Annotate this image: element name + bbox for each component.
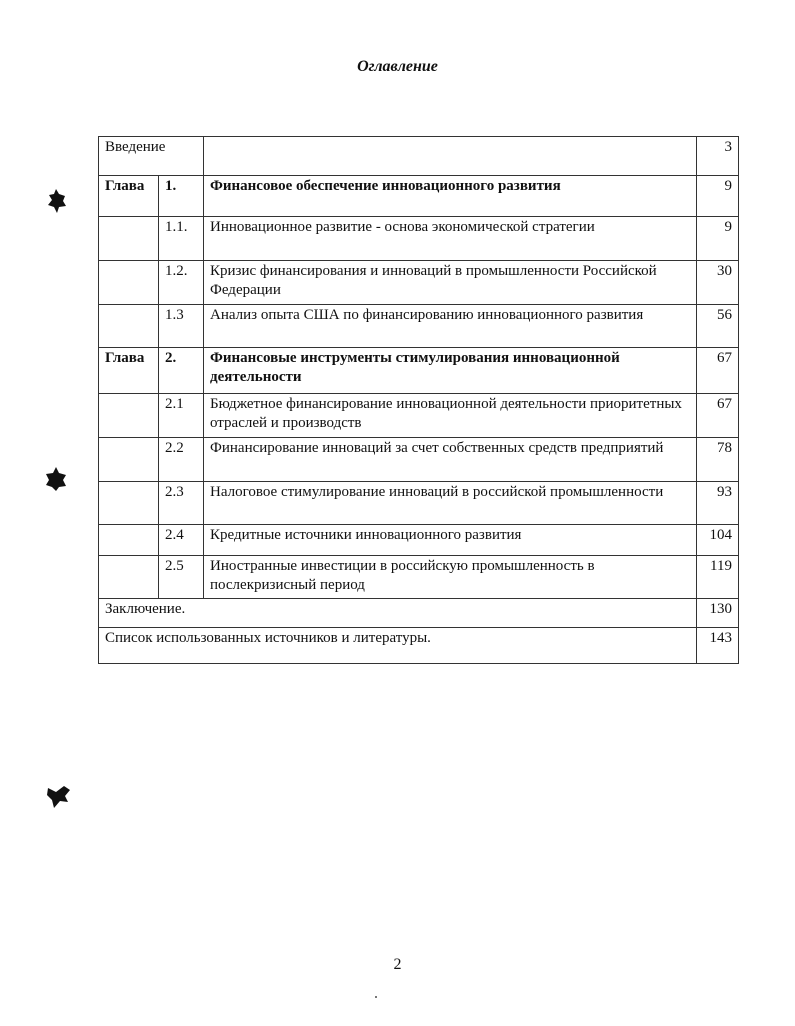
toc-intro-label: Введение bbox=[99, 137, 204, 176]
toc-row-section-2-5 bbox=[99, 556, 739, 599]
section-number: 2.5 bbox=[159, 556, 204, 599]
chapter-number: 1. bbox=[159, 176, 204, 217]
section-title: Иностранные инвестиции в российскую промышленность в послекризисный период bbox=[204, 556, 697, 599]
page-number: 2 bbox=[393, 956, 402, 973]
toc-page-number: 9 bbox=[697, 176, 739, 217]
section-title: Инновационное развитие - основа экономической стратегии bbox=[204, 217, 697, 261]
section-title: Налоговое стимулирование инноваций в российской промышленности bbox=[204, 482, 697, 525]
toc-page-number: 78 bbox=[697, 438, 739, 482]
toc-page-number: 3 bbox=[697, 137, 739, 176]
toc-row-section-1-3 bbox=[99, 305, 739, 348]
ink-blot-icon bbox=[46, 784, 72, 810]
toc-row-section-1-1 bbox=[99, 217, 739, 261]
toc-page-number: 143 bbox=[697, 628, 739, 664]
section-number: 1.3 bbox=[159, 305, 204, 348]
toc-page-number: 30 bbox=[697, 261, 739, 305]
toc-empty-cell bbox=[204, 137, 697, 176]
chapter-word: Глава bbox=[99, 176, 159, 217]
section-number: 2.1 bbox=[159, 394, 204, 438]
chapter-title: Финансовое обеспечение инновационного развития bbox=[204, 176, 697, 217]
page-title: Оглавление bbox=[357, 58, 438, 75]
toc-conclusion-label: Заключение. bbox=[99, 599, 697, 628]
toc-page-number: 93 bbox=[697, 482, 739, 525]
toc-row-chapter-1 bbox=[99, 176, 739, 217]
toc-page-number: 67 bbox=[697, 348, 739, 394]
toc-row-chapter-2 bbox=[99, 348, 739, 394]
scan-speck bbox=[375, 996, 377, 998]
section-title: Бюджетное финансирование инновационной деятельности приоритетных отраслей и производств bbox=[204, 394, 697, 438]
toc-row-section-1-2 bbox=[99, 261, 739, 305]
toc-row-section-2-3 bbox=[99, 482, 739, 525]
toc-row-intro bbox=[99, 137, 739, 176]
table-of-contents bbox=[98, 136, 739, 664]
section-title: Финансирование инноваций за счет собственных средств предприятий bbox=[204, 438, 697, 482]
section-number: 1.2. bbox=[159, 261, 204, 305]
toc-empty-cell bbox=[99, 482, 159, 525]
section-number: 2.2 bbox=[159, 438, 204, 482]
toc-empty-cell bbox=[99, 525, 159, 556]
toc-empty-cell bbox=[99, 556, 159, 599]
section-number: 2.3 bbox=[159, 482, 204, 525]
ink-blot-icon bbox=[44, 466, 68, 492]
toc-empty-cell bbox=[99, 438, 159, 482]
ink-blot-icon bbox=[46, 188, 68, 214]
toc-row-section-2-4 bbox=[99, 525, 739, 556]
chapter-title: Финансовые инструменты стимулирования инновационной деятельности bbox=[204, 348, 697, 394]
toc-empty-cell bbox=[99, 305, 159, 348]
section-number: 1.1. bbox=[159, 217, 204, 261]
toc-page-number: 56 bbox=[697, 305, 739, 348]
section-title: Кредитные источники инновационного развития bbox=[204, 525, 697, 556]
toc-row-references bbox=[99, 628, 739, 664]
toc-empty-cell bbox=[99, 261, 159, 305]
chapter-number: 2. bbox=[159, 348, 204, 394]
section-number: 2.4 bbox=[159, 525, 204, 556]
toc-references-label: Список использованных источников и литературы. bbox=[99, 628, 697, 664]
toc-row-section-2-2 bbox=[99, 438, 739, 482]
section-title: Кризис финансирования и инноваций в промышленности Российской Федерации bbox=[204, 261, 697, 305]
toc-page-number: 67 bbox=[697, 394, 739, 438]
toc-empty-cell bbox=[99, 217, 159, 261]
chapter-word: Глава bbox=[99, 348, 159, 394]
section-title: Анализ опыта США по финансированию инновационного развития bbox=[204, 305, 697, 348]
toc-page-number: 119 bbox=[697, 556, 739, 599]
toc-row-section-2-1 bbox=[99, 394, 739, 438]
toc-empty-cell bbox=[99, 394, 159, 438]
toc-row-conclusion bbox=[99, 599, 739, 628]
toc-page-number: 9 bbox=[697, 217, 739, 261]
toc-page-number: 130 bbox=[697, 599, 739, 628]
toc-page-number: 104 bbox=[697, 525, 739, 556]
